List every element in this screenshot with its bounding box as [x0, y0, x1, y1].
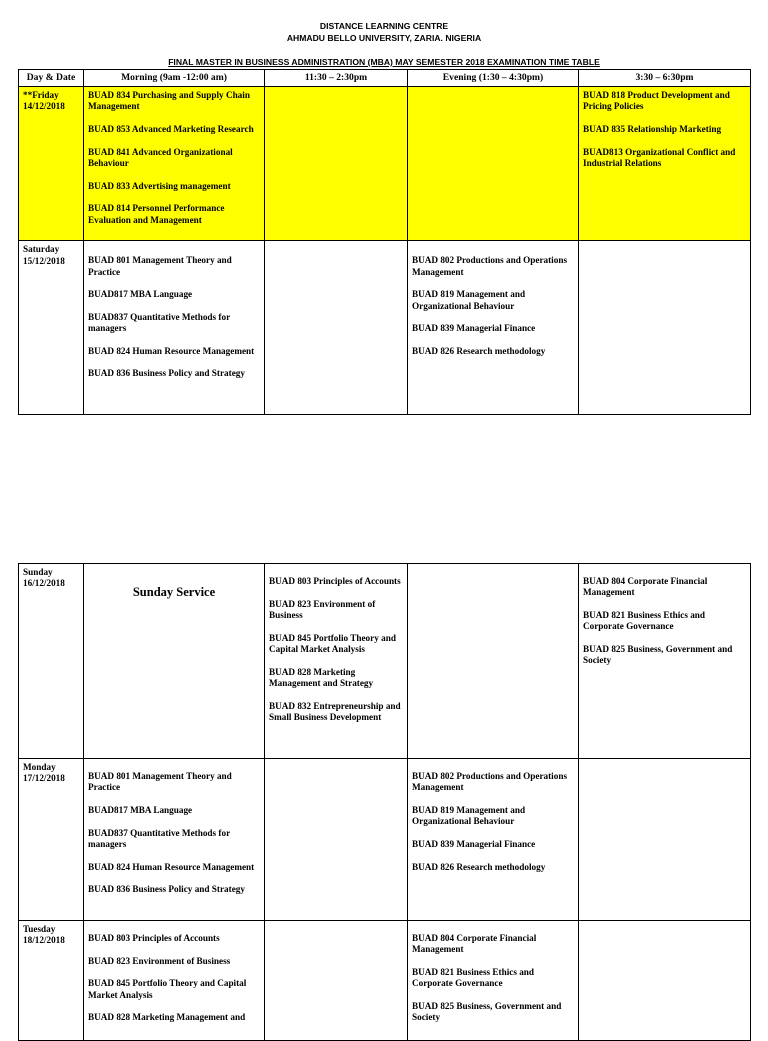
exam-course: BUAD 832 Entrepreneurship and Small Business Development	[269, 700, 401, 722]
exam-course: BUAD 825 Business, Government and Society	[412, 1001, 562, 1023]
day-date: 15/12/2018	[23, 255, 65, 266]
morning-cell	[84, 921, 265, 1041]
exam-course: BUAD 845 Portfolio Theory and Capital Market Analysis	[269, 632, 396, 654]
midday-cell	[265, 241, 408, 415]
exam-course: BUAD 839 Managerial Finance	[412, 323, 536, 334]
exam-course: BUAD 801 Management Theory and Practice	[88, 255, 232, 277]
day-cell	[19, 759, 84, 921]
day-name: Sunday	[23, 567, 53, 577]
midday-cell	[265, 87, 408, 241]
exam-course: BUAD 814 Personnel Performance Evaluation and Management	[88, 203, 225, 225]
col-header-day: Day & Date	[19, 70, 84, 87]
late-cell	[579, 564, 751, 759]
evening-cell	[408, 759, 579, 921]
exam-course: BUAD 834 Purchasing and Supply Chain Management	[88, 90, 250, 112]
midday-cell	[265, 759, 408, 921]
midday-cell	[265, 921, 408, 1041]
exam-course: BUAD 803 Principles of Accounts	[88, 933, 220, 943]
exam-course: BUAD 828 Marketing Management and	[88, 1012, 246, 1023]
exam-course: BUAD 804 Corporate Financial Management	[412, 933, 537, 955]
evening-cell	[408, 564, 579, 759]
exam-course: BUAD 823 Environment of Business	[269, 598, 376, 620]
morning-cell	[84, 759, 265, 921]
late-cell	[579, 87, 751, 241]
exam-course: BUAD 819 Management and Organizational Behaviour	[412, 289, 526, 311]
sunday-service-note: Sunday Service	[84, 564, 265, 759]
exam-course: BUAD 801 Management Theory and Practice	[88, 771, 232, 793]
table-row	[19, 241, 751, 415]
evening-cell	[408, 921, 579, 1041]
day-date: 18/12/2018	[23, 935, 65, 946]
morning-cell	[84, 87, 265, 241]
table-row	[19, 759, 751, 921]
exam-course: BUAD 836 Business Policy and Strategy	[88, 884, 245, 895]
col-header-morning: Morning (9am -12:00 am)	[84, 70, 265, 87]
timetable-title: FINAL MASTER IN BUSINESS ADMINISTRATION (MBA) MAY SEMESTER 2018 EXAMINATION TIME TABLE	[168, 57, 600, 67]
exam-course: BUAD 826 Research methodology	[412, 861, 546, 872]
exam-course: BUAD 836 Business Policy and Strategy	[88, 368, 245, 379]
exam-course: BUAD 803 Principles of Accounts	[269, 576, 401, 586]
exam-course: BUAD 823 Environment of Business	[88, 955, 231, 966]
header-line-2: AHMADU BELLO UNIVERSITY, ZARIA. NIGERIA	[286, 33, 482, 43]
exam-course: BUAD 825 Business, Government and Society	[583, 644, 733, 666]
exam-course: BUAD 845 Portfolio Theory and Capital Market Analysis	[88, 978, 247, 1000]
exam-course: BUAD837 Quantitative Methods for managers	[88, 827, 230, 849]
timetable-page-2	[18, 563, 751, 1041]
exam-course: BUAD 824 Human Resource Management	[88, 345, 255, 356]
exam-course: BUAD 853 Advanced Marketing Research	[88, 124, 254, 134]
late-cell	[579, 921, 751, 1041]
col-header-evening: Evening (1:30 – 4:30pm)	[408, 70, 579, 87]
table-row	[19, 921, 751, 1041]
exam-course: BUAD 839 Managerial Finance	[412, 839, 536, 849]
exam-course: BUAD 819 Management and Organizational Behaviour	[412, 805, 526, 827]
exam-course: BUAD 818 Product Development and Pricing Policies	[583, 90, 730, 112]
day-name: Saturday	[23, 244, 60, 255]
late-cell	[579, 241, 751, 415]
late-cell	[579, 759, 751, 921]
evening-cell	[408, 87, 579, 241]
header-line-1: DISTANCE LEARNING CENTRE	[319, 21, 449, 31]
evening-cell	[408, 241, 579, 415]
midday-cell	[265, 564, 408, 759]
day-name: **Friday	[23, 90, 59, 100]
exam-course: BUAD 833 Advertising management	[88, 180, 231, 191]
exam-course: BUAD 841 Advanced Organizational Behaviour	[88, 146, 233, 168]
exam-course: BUAD817 MBA Language	[88, 805, 193, 815]
day-cell	[19, 241, 84, 415]
exam-course: BUAD817 MBA Language	[88, 289, 193, 300]
exam-course: BUAD 828 Marketing Management and Strategy	[269, 666, 374, 688]
day-name: Monday	[23, 762, 56, 772]
col-header-midday: 11:30 – 2:30pm	[265, 70, 408, 87]
timetable-page-1	[18, 69, 751, 415]
exam-course: BUAD 835 Relationship Marketing	[583, 124, 722, 134]
day-cell	[19, 921, 84, 1041]
exam-course: BUAD 821 Business Ethics and Corporate Governance	[412, 967, 535, 989]
morning-cell	[84, 241, 265, 415]
col-header-late: 3:30 – 6:30pm	[579, 70, 751, 87]
exam-course: BUAD 824 Human Resource Management	[88, 861, 255, 872]
exam-course: BUAD 802 Productions and Operations Management	[412, 255, 568, 277]
exam-course: BUAD813 Organizational Conflict and Industrial Relations	[583, 146, 736, 168]
exam-course: BUAD837 Quantitative Methods for managers	[88, 311, 230, 334]
day-date: 14/12/2018	[23, 101, 65, 112]
column-header-row	[19, 70, 751, 87]
exam-course: BUAD 821 Business Ethics and Corporate Governance	[583, 610, 706, 632]
day-cell	[19, 87, 84, 241]
table-row	[19, 87, 751, 241]
exam-course: BUAD 804 Corporate Financial Management	[583, 576, 708, 598]
day-name: Tuesday	[23, 924, 56, 934]
day-date: 17/12/2018	[23, 773, 65, 784]
exam-course: BUAD 802 Productions and Operations Management	[412, 771, 568, 793]
day-cell	[19, 564, 84, 759]
day-date: 16/12/2018	[23, 578, 65, 589]
exam-course: BUAD 826 Research methodology	[412, 345, 546, 356]
table-row	[19, 564, 751, 759]
